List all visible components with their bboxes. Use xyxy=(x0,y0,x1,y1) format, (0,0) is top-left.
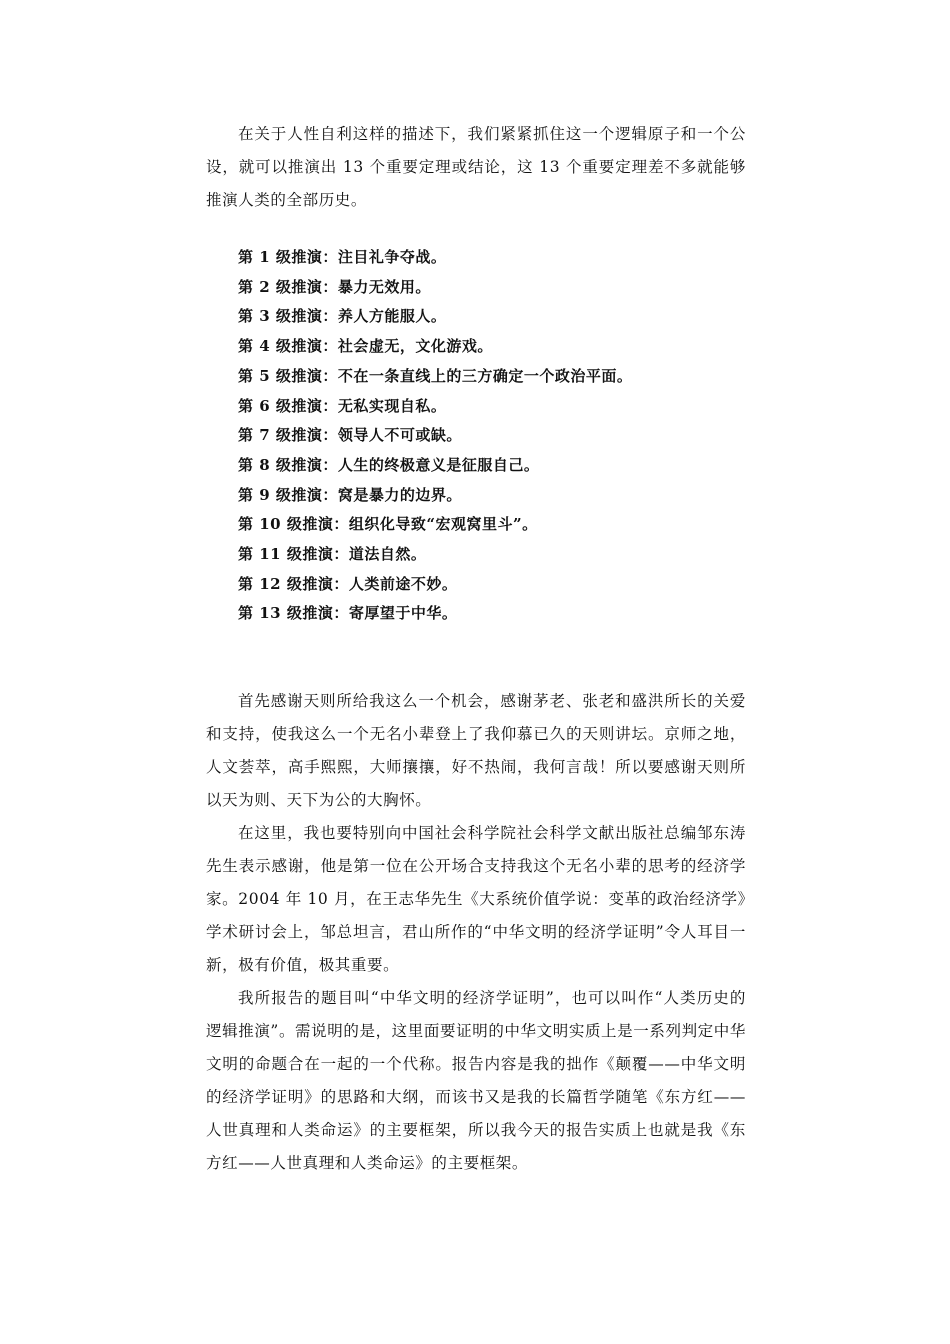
deduction-item: 第 3 级推演：养人方能服人。 xyxy=(238,307,447,326)
deduction-item: 第 4 级推演：社会虚无，文化游戏。 xyxy=(238,337,493,356)
body-paragraph: 首先感谢天则所给我这么一个机会，感谢茅老、张老和盛洪所长的关爱和支持，使我这么一个无名小辈登上了我仰慕已久的天则讲坛。京师之地，人文荟萃，高手熙熙，大师攘攘，好不热闹，我何言哉！所以要感谢天则所以天为则、天下为公的大胸怀。 xyxy=(206,692,746,809)
intro-paragraph: 在关于人性自利这样的描述下，我们紧紧抓住这一个逻辑原子和一个公设，就可以推演出 13 个重要定理或结论，这 13 个重要定理差不多就能够推演人类的全部历史。 xyxy=(206,125,746,209)
deduction-item: 第 5 级推演：不在一条直线上的三方确定一个政治平面。 xyxy=(238,366,633,385)
deduction-item: 第 13 级推演：寄厚望于中华。 xyxy=(238,604,458,623)
deduction-item: 第 9 级推演：窝是暴力的边界。 xyxy=(238,485,462,504)
deduction-item: 第 6 级推演：无私实现自私。 xyxy=(238,396,447,415)
deduction-item: 第 8 级推演：人生的终极意义是征服自己。 xyxy=(238,455,540,474)
body-paragraph: 我所报告的题目叫“中华文明的经济学证明”，也可以叫作“人类历史的逻辑推演”。需说明的是，这里面要证明的中华文明实质上是一系列判定中华文明的命题合在一起的一个代称。报告内容是我的拙作《颠覆——中华文明的经济学证明》的思路和大纲，而该书又是我的长篇哲学随笔《东方红——人世真理和人类命运》的主要框架，所以我今天的报告实质上也就是我《东方红——人世真理和人类命运》的主要框架。 xyxy=(206,989,746,1172)
deduction-list xyxy=(238,243,758,629)
deduction-item: 第 11 级推演：道法自然。 xyxy=(238,545,427,564)
deduction-item: 第 7 级推演：领导人不可或缺。 xyxy=(238,426,462,445)
deduction-item: 第 1 级推演：注目礼争夺战。 xyxy=(238,248,447,266)
body-paragraph: 在这里，我也要特别向中国社会科学院社会科学文献出版社总编邹东涛先生表示感谢，他是第一位在公开场合支持我这个无名小辈的思考的经济学家。2004 年 10 月，在王志华先生《大系统价值学说：变革的政治经济学》学术研讨会上，邹总坦言，君山所作的“中华文明的经济学证明”令人耳目一新，极有价值，极其重要。 xyxy=(206,824,746,974)
deduction-item: 第 12 级推演：人类前途不妙。 xyxy=(238,574,458,593)
deduction-item: 第 10 级推演：组织化导致“宏观窝里斗”。 xyxy=(238,515,538,534)
body-section xyxy=(206,685,746,1180)
intro-section xyxy=(206,118,746,217)
deduction-item: 第 2 级推演：暴力无效用。 xyxy=(238,277,431,296)
